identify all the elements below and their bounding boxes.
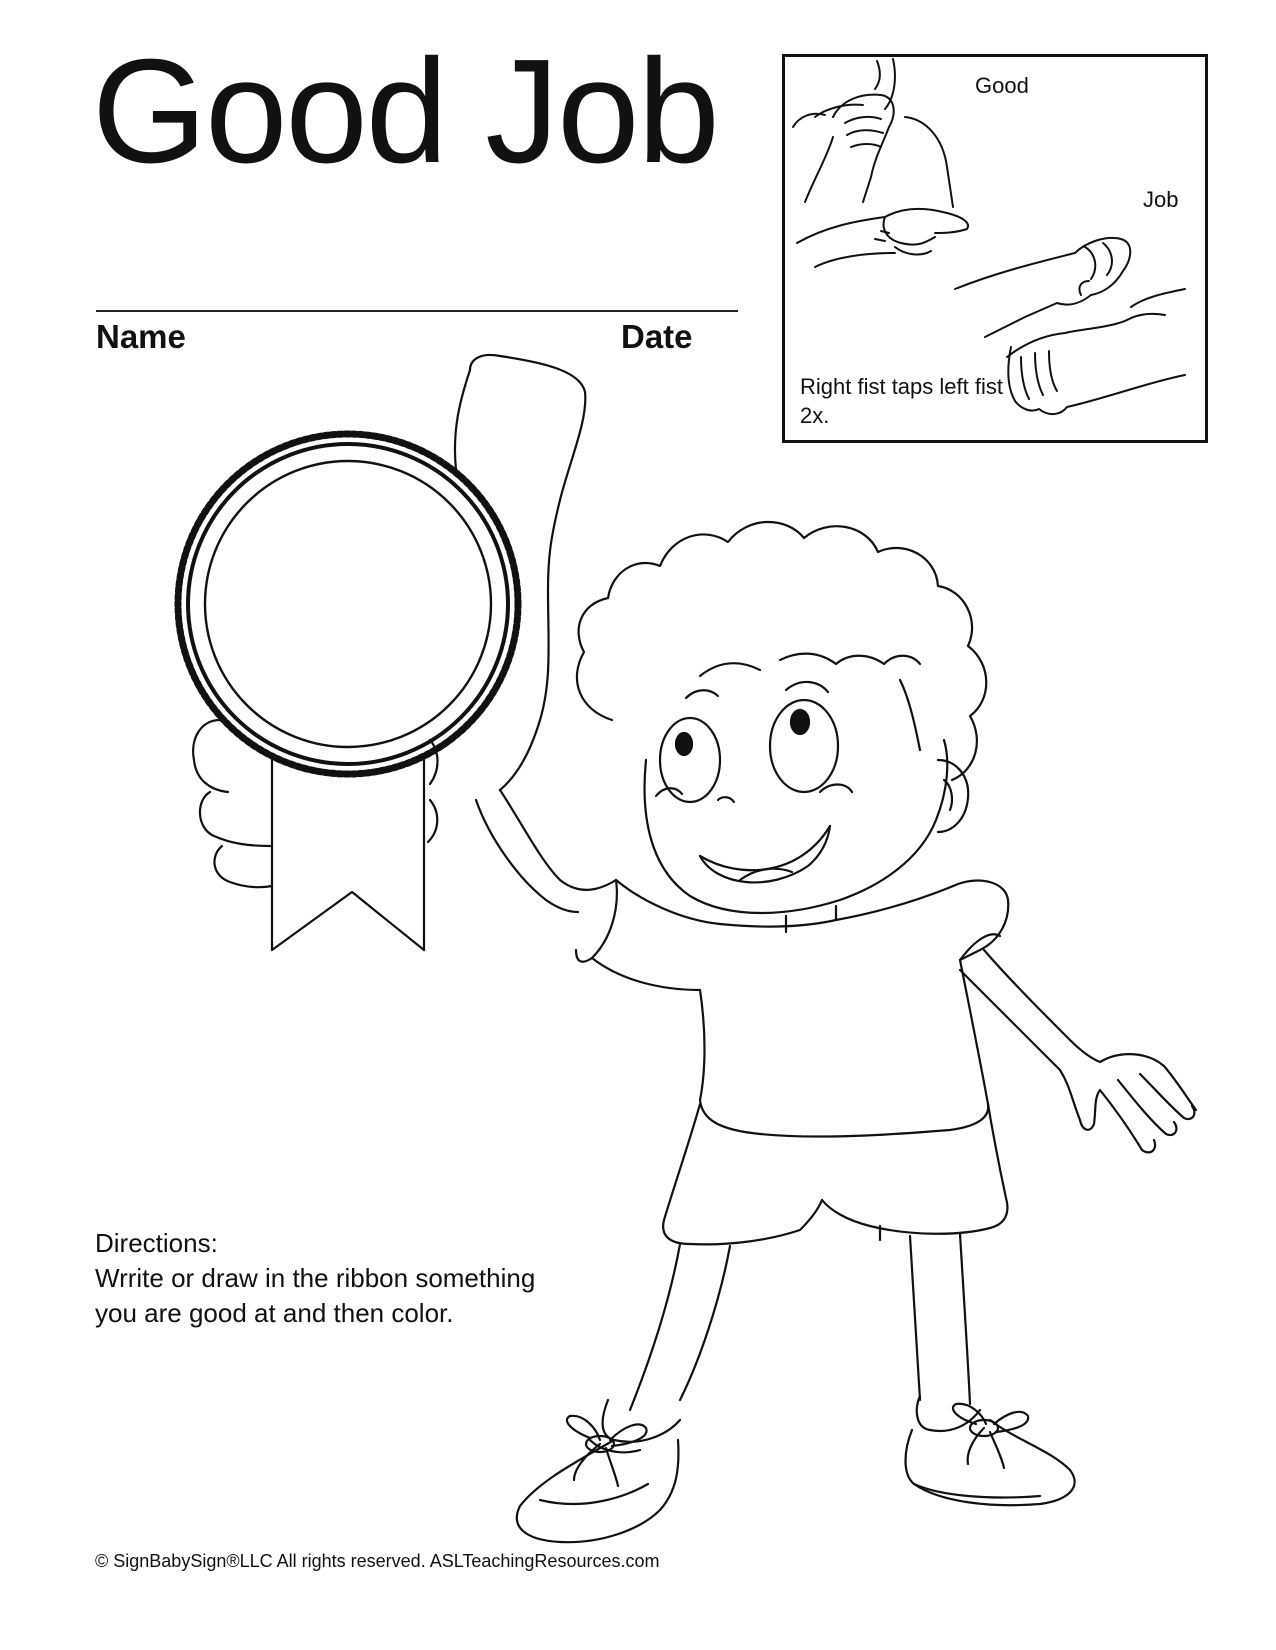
directions-line-1: Wrrite or draw in the ribbon something [95, 1263, 536, 1293]
directions-block [95, 1226, 535, 1331]
award-ribbon-icon [178, 434, 518, 950]
directions-heading: Directions: [95, 1228, 218, 1258]
sign-description: Right fist taps left fist 2x. [800, 374, 1003, 428]
name-label: Name [96, 318, 186, 355]
copyright-footer: © SignBabySign®LLC All rights reserved. ASLTeachingResources.com [95, 1551, 660, 1571]
sign-job-label: Job [1143, 187, 1179, 212]
directions-line-2: you are good at and then color. [95, 1298, 454, 1328]
page-title: Good Job [92, 29, 718, 194]
sign-good-label: Good [975, 73, 1029, 98]
date-label: Date [621, 318, 693, 355]
